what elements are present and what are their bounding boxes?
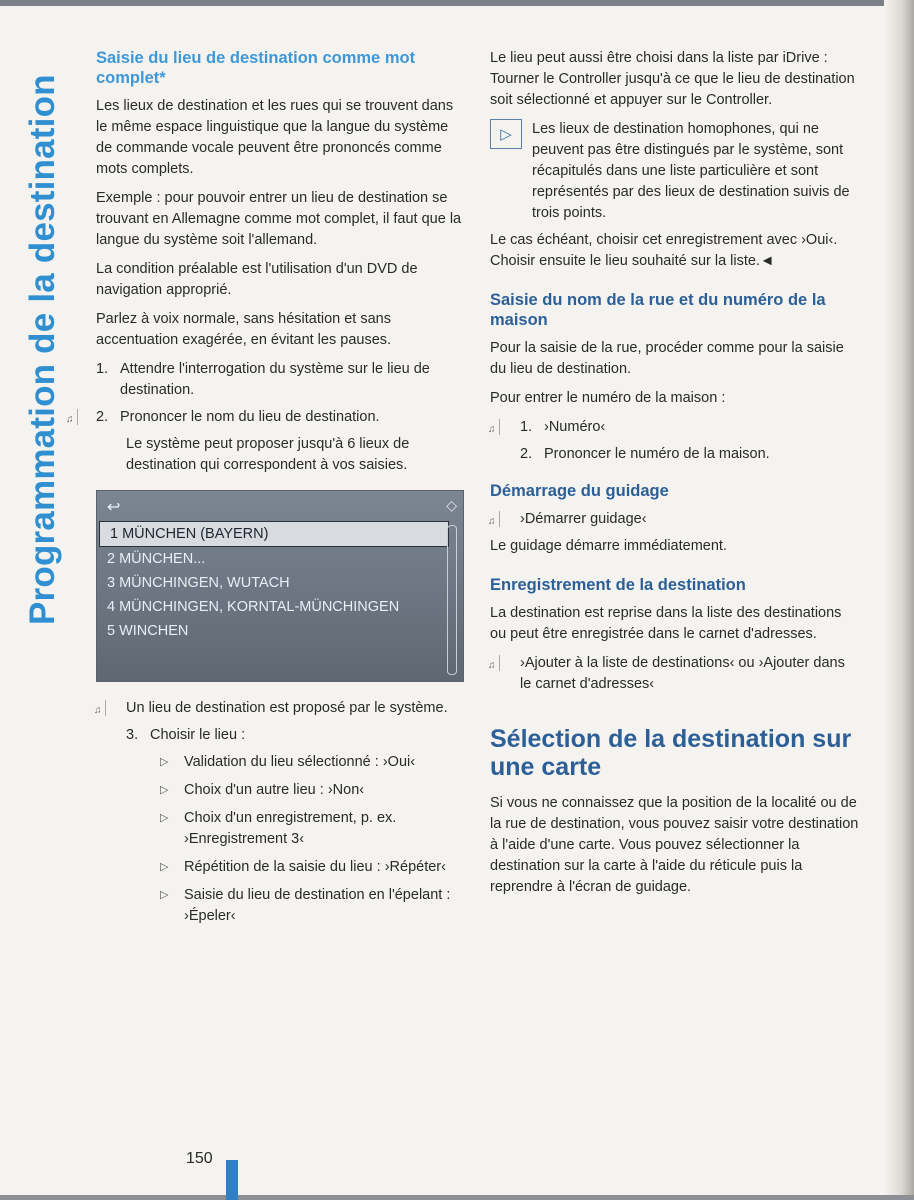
option-item xyxy=(96,857,468,878)
paragraph: Parlez à voix normale, sans hésitation et sans accentuation exagérée, en évitant les pauses. xyxy=(96,311,392,348)
step-number: 1. xyxy=(520,419,533,435)
paragraph: Exemple : pour pouvoir entrer un lieu de destination se trouvant en Allemagne comme mot complet, il faut que la langue du système soit l'allemand. xyxy=(96,190,462,248)
triangle-bullet-icon: ▷ xyxy=(160,861,169,873)
option-text: Choix d'un autre lieu : ›Non‹ xyxy=(184,782,365,798)
paragraph: Le lieu peut aussi être choisi dans la liste par iDrive : xyxy=(490,50,828,66)
screen-list-item-selected[interactable]: 1 MÜNCHEN (BAYERN) xyxy=(99,521,449,547)
step-item xyxy=(96,359,468,401)
triangle-bullet-icon: ▷ xyxy=(160,889,169,901)
paragraph: Pour entrer le numéro de la maison : xyxy=(490,390,726,406)
step-number: 2. xyxy=(96,409,109,425)
page-right-edge xyxy=(884,0,914,1200)
page-marker-bar xyxy=(226,1160,238,1200)
step-number: 3. xyxy=(126,727,139,743)
chapter-side-title: Programmation de la destination xyxy=(23,74,62,625)
triangle-bullet-icon: ▷ xyxy=(160,784,169,796)
option-item xyxy=(96,808,468,850)
paragraph: Si vous ne connaissez que la position de la localité ou de la rue de destination, vous pouvez saisir votre destination à l'aide d'une carte. Vous pouvez sélectionner la destination sur la carte à l'aide du réticule puis la reprendre à l'écran de guidage. xyxy=(490,795,859,895)
step-number: 1. xyxy=(96,361,109,377)
controller-icon: ◇ xyxy=(446,497,457,513)
triangle-bullet-icon: ▷ xyxy=(160,812,169,824)
paragraph: Un lieu de destination est proposé par le système. xyxy=(126,700,448,716)
option-text: Répétition de la saisie du lieu : ›Répéter‹ xyxy=(184,859,446,875)
paragraph: Le système peut proposer jusqu'à 6 lieux de destination qui correspondent à vos saisies. xyxy=(126,436,410,473)
paragraph: Les lieux de destination et les rues qui se trouvent dans le même espace linguistique que la langue du système de commande vocale peuvent être prononcés comme mots complets. xyxy=(96,98,454,177)
screen-list-item[interactable]: 5 WINCHEN xyxy=(107,623,189,639)
command-text: ›Ajouter à la liste de destinations‹ ou ›Ajouter dans le carnet d'adresses‹ xyxy=(520,655,845,692)
voice-command-icon: ♫ xyxy=(66,409,78,425)
option-item xyxy=(96,885,468,927)
voice-command-icon: ♫ xyxy=(94,700,106,716)
section-heading-guidage: Démarrage du guidage xyxy=(490,482,669,500)
step-number: 2. xyxy=(520,446,533,462)
option-text: Saisie du lieu de destination en l'épelant : ›Épeler‹ xyxy=(184,887,451,924)
paragraph: Pour la saisie de la rue, procéder comme pour la saisie du lieu de destination. xyxy=(490,340,844,377)
screen-list-item[interactable]: 4 MÜNCHINGEN, KORNTAL-MÜNCHINGEN xyxy=(107,599,400,615)
step-text: Prononcer le numéro de la maison. xyxy=(544,446,770,462)
screen-list-item[interactable]: 3 MÜNCHINGEN, WUTACH xyxy=(107,575,290,591)
back-arrow-icon: ↩ xyxy=(107,499,121,516)
idrive-screen xyxy=(96,490,464,682)
left-column xyxy=(66,48,468,934)
paragraph: La condition préalable est l'utilisation d'un DVD de navigation approprié. xyxy=(96,261,418,298)
voice-command xyxy=(490,653,860,695)
note-triangle-icon: ▷ xyxy=(490,119,522,149)
page-number: 150 xyxy=(186,1150,213,1167)
step-item xyxy=(66,407,468,428)
paragraph: La destination est reprise dans la liste des destinations ou peut être enregistrée dans le carnet d'adresses. xyxy=(490,605,842,642)
option-item xyxy=(96,752,468,773)
step-text: Attendre l'interrogation du système sur le lieu de destination. xyxy=(120,361,430,398)
option-text: Validation du lieu sélectionné : ›Oui‹ xyxy=(184,754,416,770)
step-item xyxy=(490,444,860,465)
paragraph: Tourner le Controller jusqu'à ce que le lieu de destination soit sélectionné et appuyer sur le Controller. xyxy=(490,71,855,108)
paragraph: Le guidage démarre immédiatement. xyxy=(490,538,727,554)
option-item xyxy=(96,780,468,801)
command-text: ›Démarrer guidage‹ xyxy=(520,511,647,527)
screen-list-item[interactable]: 2 MÜNCHEN... xyxy=(107,551,206,567)
note-block xyxy=(490,119,860,224)
step-text: ›Numéro‹ xyxy=(544,419,606,435)
step-item xyxy=(490,417,860,438)
section-heading-street: Saisie du nom de la rue et du numéro de la maison xyxy=(490,291,826,329)
voice-command-icon: ♫ xyxy=(488,419,500,435)
voice-note xyxy=(96,698,468,719)
right-column xyxy=(490,48,860,906)
voice-command-icon: ♫ xyxy=(488,511,500,527)
section-heading-full-word: Saisie du lieu de destination comme mot complet* xyxy=(96,49,416,87)
note-text: Les lieux de destination homophones, qui ne peuvent pas être distingués par le système, sont récapitulés dans une liste particulière et sont représentés par des lieux de destination suivis de trois points. xyxy=(532,121,850,221)
screen-scrollbar[interactable] xyxy=(447,525,457,675)
section-heading-enregistrement: Enregistrement de la destination xyxy=(490,576,746,594)
option-text: Choix d'un enregistrement, p. ex. ›Enregistrement 3‹ xyxy=(184,810,397,847)
step-text: Choisir le lieu : xyxy=(150,727,246,743)
triangle-bullet-icon: ▷ xyxy=(160,756,169,768)
page-top-edge xyxy=(0,0,914,6)
screen-header xyxy=(97,491,463,521)
step-item xyxy=(96,725,468,746)
section-heading-carte: Sélection de la destination sur une carte xyxy=(490,725,852,781)
page-bottom-edge xyxy=(0,1195,914,1200)
note-text-continued: Le cas échéant, choisir cet enregistrement avec ›Oui‹. Choisir ensuite le lieu souhaité sur la liste.◄ xyxy=(490,232,838,269)
step-text: Prononcer le nom du lieu de destination. xyxy=(120,409,380,425)
voice-command xyxy=(490,509,860,530)
voice-command-icon: ♫ xyxy=(488,655,500,671)
